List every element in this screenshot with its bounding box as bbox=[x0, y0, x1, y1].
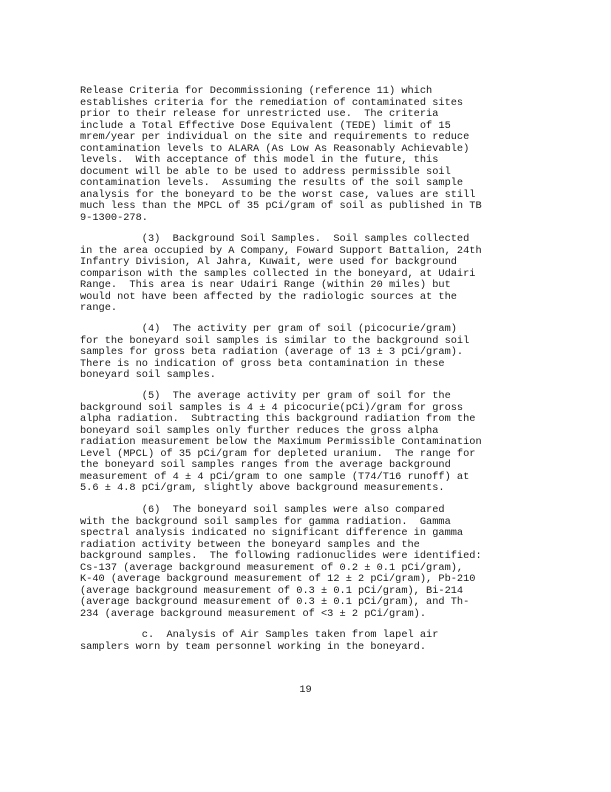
paragraph-background-soil-samples bbox=[80, 234, 540, 315]
paragraph-gross-alpha bbox=[80, 391, 540, 495]
text-line: background soil samples is 4 ± 4 picocurie(pCi)/gram for gross bbox=[80, 401, 464, 414]
text-line: spectral analysis indicated no significant difference in gamma bbox=[80, 527, 464, 539]
text-line: (average background measurement of 0.3 ± 0.1 pCi/gram), Bi-214 bbox=[80, 584, 464, 597]
paragraph-release-criteria bbox=[80, 86, 540, 224]
text-line: comparison with the samples collected in the boneyard, at Udairi bbox=[80, 267, 476, 280]
text-line: (average background measurement of 0.3 ± 0.1 pCi/gram), and Th- bbox=[80, 596, 470, 608]
text-line: c. Analysis of Air Samples taken from lapel air bbox=[80, 629, 439, 641]
text-line: (6) The boneyard soil samples were also compared bbox=[80, 504, 445, 516]
text-line: samplers worn by team personnel working in the boneyard. bbox=[80, 640, 427, 653]
text-line: for the boneyard soil samples is similar to the background soil bbox=[80, 334, 470, 347]
text-line: radiation activity between the boneyard samples and the bbox=[80, 538, 420, 551]
text-line: alpha radiation. Subtracting this background radiation from the bbox=[80, 413, 476, 425]
text-line: contamination levels to ALARA (As Low As Reasonably Achievable) bbox=[80, 142, 470, 155]
text-line: samples for gross beta radiation (average of 13 ± 3 pCi/gram). bbox=[80, 346, 464, 358]
paragraph-gross-beta bbox=[80, 324, 540, 382]
paragraph-gamma-radiation bbox=[80, 505, 540, 620]
text-line: Level (MPCL) of 35 pCi/gram for depleted uranium. The range for bbox=[80, 447, 476, 460]
text-line: boneyard soil samples. bbox=[80, 369, 216, 381]
text-line: contamination levels. Assuming the results of the soil sample bbox=[80, 177, 464, 189]
text-line: 5.6 ± 4.8 pCi/gram, slightly above background measurements. bbox=[80, 482, 445, 494]
text-line: document will be able to be used to address permissible soil bbox=[80, 165, 451, 178]
text-line: 9-1300-278. bbox=[80, 211, 148, 224]
text-line: Release Criteria for Decommissioning (reference 11) which bbox=[80, 85, 433, 97]
text-line: the boneyard soil samples ranges from the average background bbox=[80, 459, 451, 471]
text-line: radiation measurement below the Maximum Permissible Contamination bbox=[80, 436, 482, 448]
text-line: analysis for the boneyard to be the worst case, values are still bbox=[80, 188, 476, 201]
text-line: establishes criteria for the remediation of contaminated sites bbox=[80, 96, 464, 109]
text-line: prior to their release for unrestricted use. The criteria bbox=[80, 108, 439, 120]
text-line: (4) The activity per gram of soil (picocurie/gram) bbox=[80, 323, 457, 335]
text-line: levels. With acceptance of this model in the future, this bbox=[80, 154, 439, 166]
text-line: boneyard soil samples only further reduces the gross alpha bbox=[80, 424, 439, 437]
text-line: There is no indication of gross beta contamination in these bbox=[80, 357, 445, 370]
text-line: measurement of 4 ± 4 pCi/gram to one sample (T74/T16 runoff) at bbox=[80, 470, 470, 483]
text-line: Cs-137 (average background measurement of 0.2 ± 0.1 pCi/gram), bbox=[80, 561, 464, 574]
text-line: include a Total Effective Dose Equivalent (TEDE) limit of 15 bbox=[80, 119, 451, 132]
paragraph-air-samples bbox=[80, 630, 540, 653]
text-line: K-40 (average background measurement of 12 ± 2 pCi/gram), Pb-210 bbox=[80, 573, 476, 585]
text-line: background samples. The following radionuclides were identified: bbox=[80, 550, 482, 562]
text-line: 234 (average background measurement of <3 ± 2 pCi/gram). bbox=[80, 607, 427, 620]
page-number: 19 bbox=[299, 684, 312, 696]
text-line: Infantry Division, Al Jahra, Kuwait, were used for background bbox=[80, 256, 457, 268]
text-line: (5) The average activity per gram of soil for the bbox=[80, 390, 451, 402]
text-line: much less than the MPCL of 35 pCi/gram of soil as published in TB bbox=[80, 200, 482, 212]
text-line: in the area occupied by A Company, Foward Support Battalion, 24th bbox=[80, 244, 482, 257]
text-line: range. bbox=[80, 302, 118, 314]
text-line: (3) Background Soil Samples. Soil samples collected bbox=[80, 233, 470, 245]
text-line: Range. This area is near Udairi Range (within 20 miles) but bbox=[80, 279, 451, 291]
text-line: mrem/year per individual on the site and requirements to reduce bbox=[80, 131, 470, 143]
text-line: would not have been affected by the radiologic sources at the bbox=[80, 290, 457, 303]
text-line: with the background soil samples for gamma radiation. Gamma bbox=[80, 515, 451, 528]
